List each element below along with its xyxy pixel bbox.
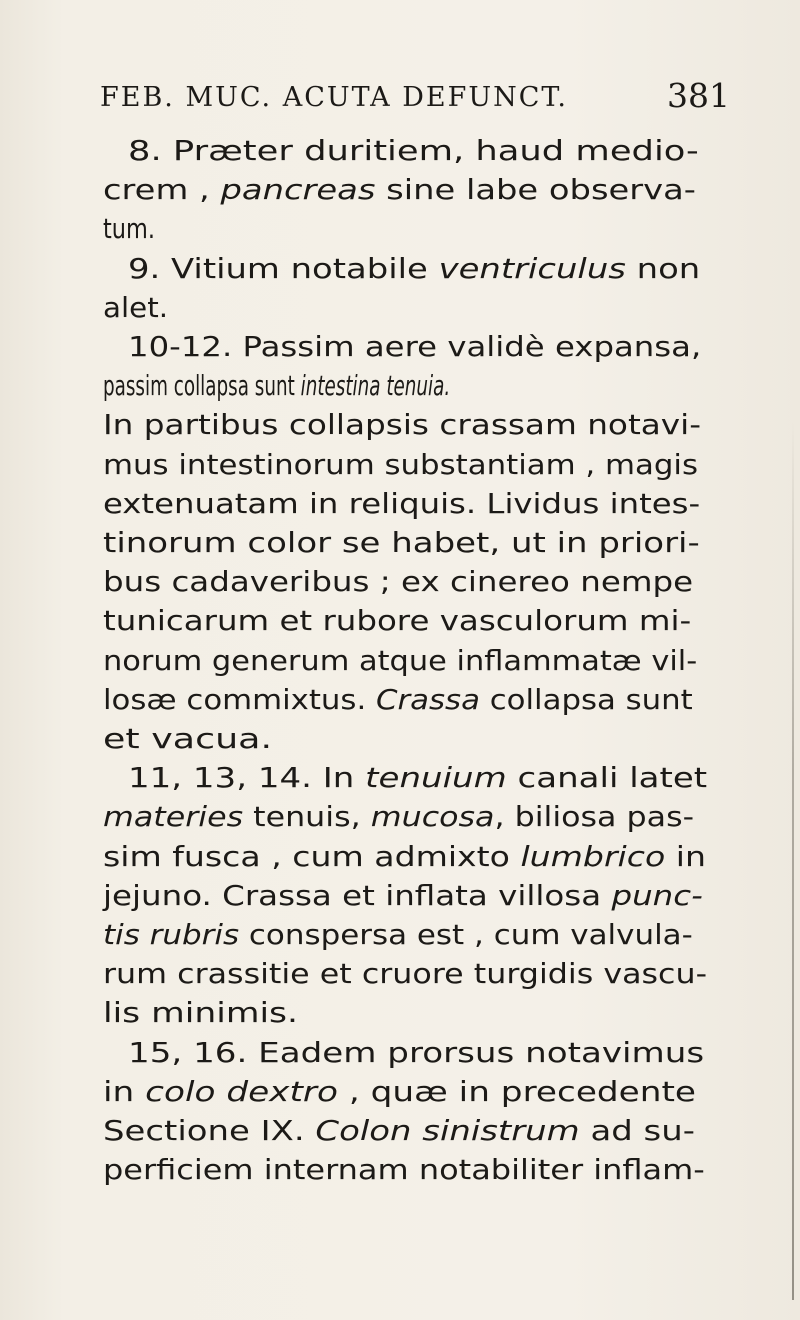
text-segment: tum. — [103, 212, 155, 246]
text-segment: norum generum atque inflammatæ vil- — [103, 643, 698, 677]
text-segment: In partibus collapsis crassam notavi- — [103, 408, 702, 442]
text-line — [103, 1150, 705, 1190]
text-segment: 9. Vitium notabile — [128, 251, 439, 285]
text-segment: crem , — [103, 173, 221, 207]
text-line — [128, 1033, 704, 1073]
text-segment: canali latet — [506, 761, 708, 795]
text-segment: perficiem internam notabiliter inflam- — [103, 1153, 705, 1187]
text-line — [103, 1072, 696, 1112]
italic-term: pancreas — [220, 173, 376, 207]
text-segment: losæ commixtus. — [103, 682, 377, 716]
italic-term: Colon sinistrum — [315, 1114, 580, 1147]
text-segment: alet. — [103, 290, 169, 324]
text-segment: jejuno. Crassa et inflata villosa — [103, 878, 612, 912]
text-line — [103, 405, 701, 445]
running-title: FEB. MUC. ACUTA DEFUNCT. — [100, 82, 568, 113]
text-segment: extenuatam in reliquis. Lividus intes- — [103, 486, 701, 520]
text-segment: in — [665, 839, 706, 873]
text-line — [103, 288, 168, 328]
text-line — [103, 797, 694, 837]
text-line — [103, 562, 693, 602]
text-segment: , quæ in precedente — [337, 1074, 697, 1108]
italic-term: materies — [103, 800, 244, 834]
text-line — [103, 170, 696, 210]
italic-term: lumbrico — [520, 839, 666, 873]
italic-term: ventriculus — [438, 251, 626, 285]
text-line — [103, 523, 700, 563]
text-line — [128, 249, 700, 289]
text-line — [103, 1111, 695, 1151]
text-segment: tenuis, — [243, 800, 371, 834]
text-segment: Sectione IX. — [103, 1114, 316, 1147]
text-line — [103, 484, 700, 524]
text-line — [103, 680, 693, 720]
text-segment: ad su- — [579, 1114, 695, 1147]
text-line — [128, 758, 707, 798]
text-segment: in — [103, 1074, 146, 1108]
text-segment: tunicarum et rubore vasculorum mi- — [103, 604, 692, 638]
italic-term: intestina tenuia. — [300, 369, 451, 403]
text-line — [103, 876, 703, 916]
text-line — [103, 209, 155, 249]
text-segment: , biliosa pas- — [494, 800, 695, 834]
text-line — [103, 993, 298, 1033]
text-segment: lis minimis. — [103, 996, 299, 1030]
text-segment: et vacua. — [103, 722, 273, 755]
text-line — [103, 719, 272, 759]
text-segment: bus cadaveribus ; ex cinereo nempe — [103, 565, 694, 599]
text-segment: 8. Præter duritiem, haud medio- — [128, 134, 699, 167]
text-segment: sim fusca , cum admixto — [103, 839, 521, 873]
text-segment: collapsa sunt — [479, 682, 693, 716]
text-segment: mus intestinorum substantiam , magis — [103, 447, 699, 481]
text-line — [128, 327, 701, 367]
italic-term: tenuium — [365, 761, 507, 795]
text-segment: conspersa est , cum valvula- — [239, 918, 693, 951]
text-line — [103, 837, 706, 877]
page-number: 381 — [667, 76, 730, 115]
text-line — [103, 915, 693, 955]
italic-term: mucosa — [370, 800, 495, 834]
text-segment: sine labe observa- — [375, 173, 696, 207]
italic-term: punc- — [611, 878, 703, 912]
text-segment: tinorum color se habet, ut in priori- — [103, 526, 700, 559]
text-segment: 11, 13, 14. In — [128, 761, 366, 795]
text-segment: non — [625, 251, 701, 285]
text-line — [103, 954, 707, 994]
text-segment: rum crassitie et cruore turgidis vascu- — [103, 957, 708, 991]
italic-term: tis rubris — [103, 918, 240, 951]
text-segment: 10-12. Passim aere validè expansa, — [128, 330, 702, 363]
text-segment: 15, 16. Eadem prorsus notavimus — [128, 1035, 705, 1069]
text-line — [103, 366, 450, 406]
italic-term: Crassa — [376, 682, 480, 716]
text-line — [103, 641, 697, 681]
text-line — [103, 601, 691, 641]
text-line — [103, 445, 698, 485]
text-segment: passim collapsa sunt — [103, 369, 301, 403]
text-line — [128, 131, 699, 171]
italic-term: colo dextro — [145, 1074, 338, 1108]
